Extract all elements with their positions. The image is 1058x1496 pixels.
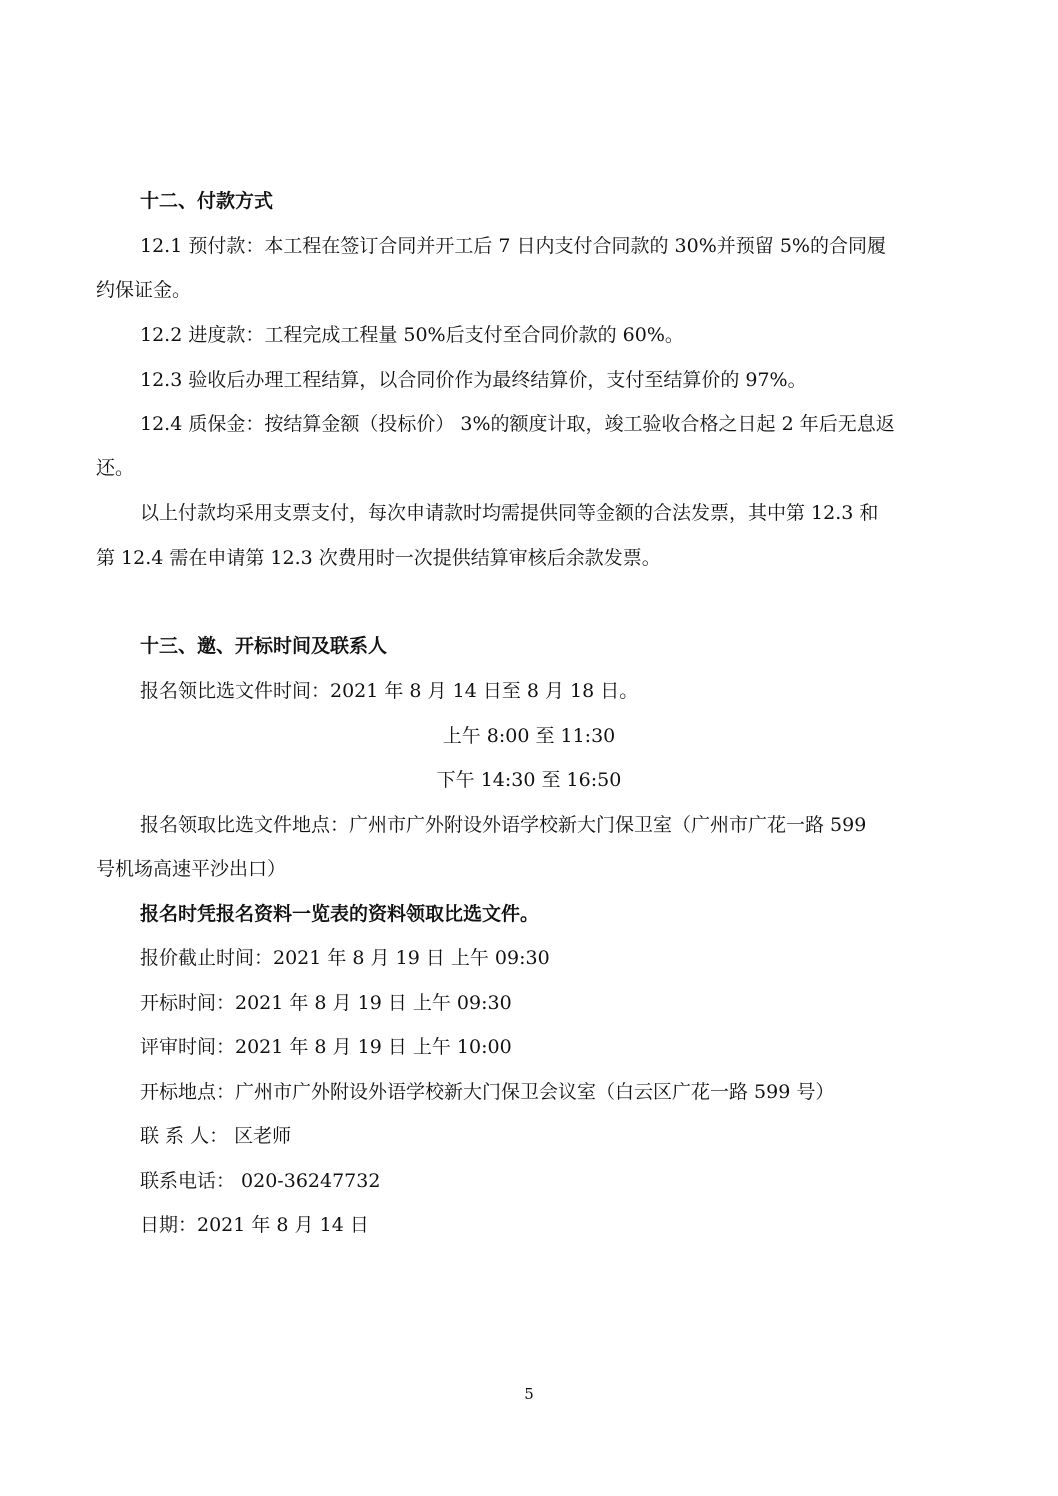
registration-location-line2: 号机场高速平沙出口） xyxy=(96,858,287,880)
paragraph-12-4-line2: 还。 xyxy=(96,457,135,479)
registration-afternoon-hours: 下午 14:30 至 16:50 xyxy=(436,769,622,791)
registration-notice: 报名时凭报名资料一览表的资料领取比选文件。 xyxy=(140,903,540,925)
paragraph-12-3: 12.3 验收后办理工程结算，以合同价作为最终结算价，支付至结算价的 97%。 xyxy=(140,369,807,391)
bid-opening-time: 开标时间：2021 年 8 月 19 日 上午 09:30 xyxy=(140,992,512,1014)
paragraph-12-2: 12.2 进度款：工程完成工程量 50%后支付至合同价款的 60%。 xyxy=(140,324,684,346)
registration-location-line1: 报名领取比选文件地点：广州市广外附设外语学校新大门保卫室（广州市广花一路 599 xyxy=(140,814,867,836)
section-13-heading: 十三、邀、开标时间及联系人 xyxy=(140,635,388,657)
paragraph-payment-note-line1: 以上付款均采用支票支付，每次申请款时均需提供同等金额的合法发票，其中第 12.3 和 xyxy=(140,502,879,524)
document-date: 日期：2021 年 8 月 14 日 xyxy=(140,1214,369,1236)
quote-deadline: 报价截止时间：2021 年 8 月 19 日 上午 09:30 xyxy=(140,947,550,969)
paragraph-12-1-line1: 12.1 预付款：本工程在签订合同并开工后 7 日内支付合同款的 30%并预留 5%的合同履 xyxy=(140,235,886,257)
paragraph-12-1-line2: 约保证金。 xyxy=(96,279,192,301)
paragraph-12-4-line1: 12.4 质保金：按结算金额（投标价） 3%的额度计取，竣工验收合格之日起 2 年后无息返 xyxy=(140,413,895,435)
contact-phone: 联系电话： 020-36247732 xyxy=(140,1170,381,1192)
registration-time: 报名领比选文件时间：2021 年 8 月 14 日至 8 月 18 日。 xyxy=(140,680,639,702)
section-12-heading: 十二、付款方式 xyxy=(140,190,274,212)
review-time: 评审时间：2021 年 8 月 19 日 上午 10:00 xyxy=(140,1036,512,1058)
bid-opening-location: 开标地点：广州市广外附设外语学校新大门保卫会议室（白云区广花一路 599 号） xyxy=(140,1081,835,1103)
page-number: 5 xyxy=(524,1385,534,1403)
contact-person: 联 系 人： 区老师 xyxy=(140,1125,292,1147)
registration-morning-hours: 上午 8:00 至 11:30 xyxy=(442,725,616,747)
paragraph-payment-note-line2: 第 12.4 需在申请第 12.3 次费用时一次提供结算审核后余款发票。 xyxy=(96,547,661,569)
